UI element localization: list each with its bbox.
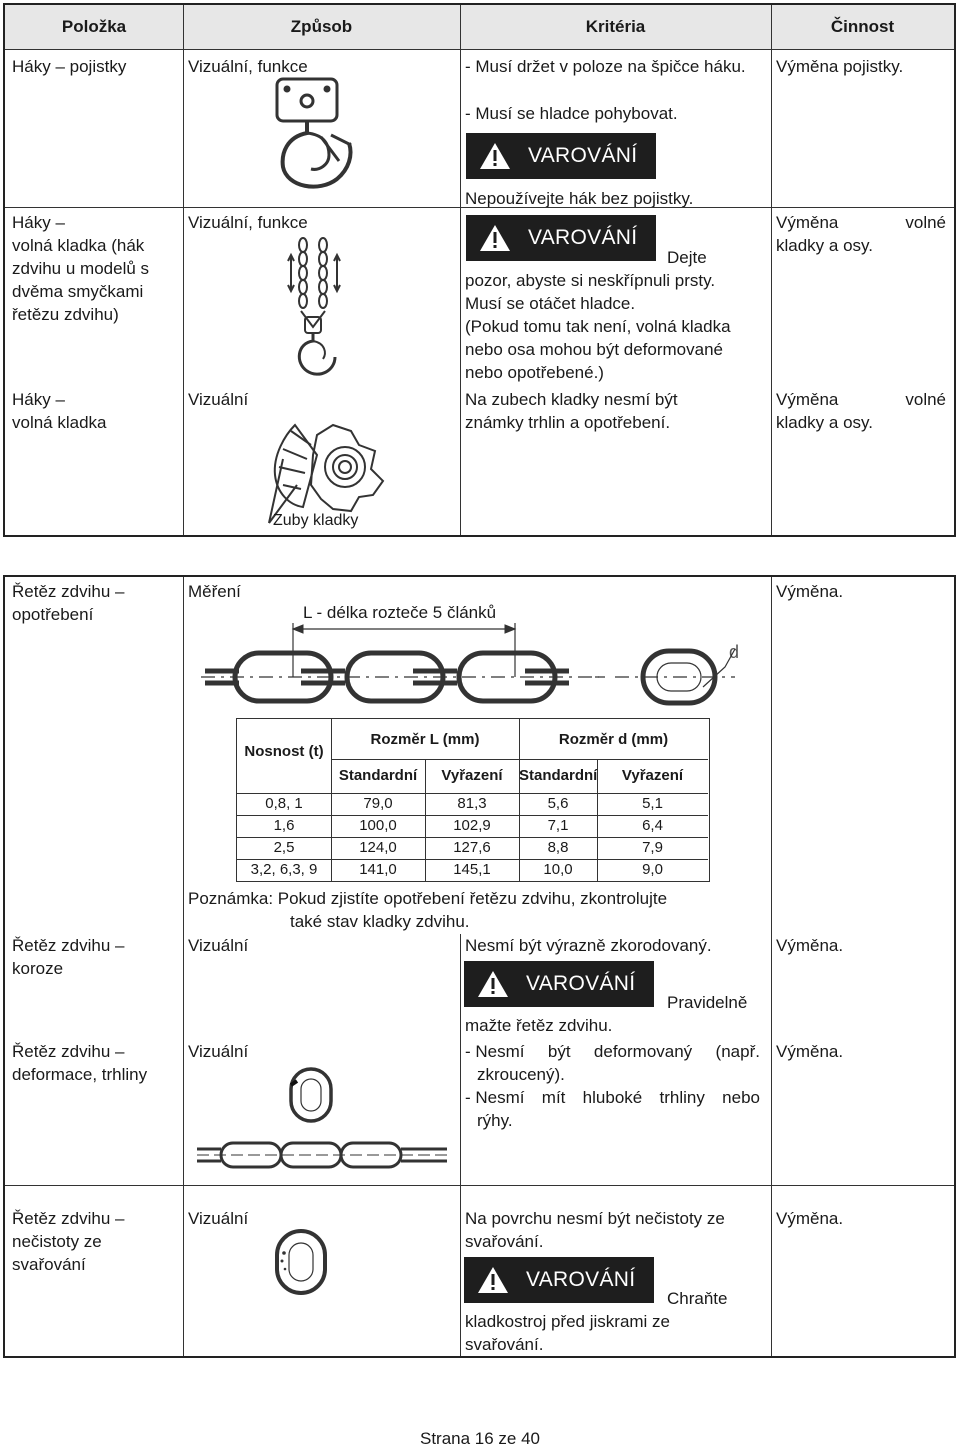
header-item: Položka (61, 17, 127, 36)
row2-warn-after: Dejte (667, 248, 707, 267)
dim-row1-cap: 0,8, 1 (265, 795, 303, 812)
row7-method: Vizuální (188, 1209, 249, 1228)
warning-label: VAROVÁNÍ (526, 972, 636, 995)
header-action: Činnost (830, 17, 895, 36)
warning-icon (478, 223, 512, 253)
chain-pitch-label: L - délka rozteče 5 článků (303, 603, 497, 622)
row1-action: Výměna pojistky. (776, 57, 904, 76)
dim-row2-dr: 6,4 (642, 817, 663, 834)
header-method: Způsob (290, 17, 353, 36)
warning-badge-1 (466, 133, 656, 179)
chain-pulley-illustration (283, 235, 351, 383)
dim-row3-Lr: 127,6 (453, 839, 491, 856)
warning-badge-4 (464, 1257, 654, 1303)
dim-header-capacity: Nosnost (t) (244, 743, 324, 760)
row6-item: Řetěz zdvihu – deformace, trhliny (12, 1042, 148, 1084)
warning-label: VAROVÁNÍ (526, 1268, 636, 1291)
row5-item: Řetěz zdvihu – koroze (12, 936, 125, 978)
row7-item: Řetěz zdvihu – nečistoty ze svařování (12, 1209, 125, 1274)
dim-row4-ds: 10,0 (543, 861, 573, 878)
row1-warning-text: Nepoužívejte hák bez pojistky. (465, 189, 694, 208)
row5-warn-text: mažte řetěz zdvihu. (465, 1016, 613, 1035)
dim-row2-Lr: 102,9 (453, 817, 491, 834)
dim-row1-dr: 5,1 (642, 795, 663, 812)
dim-row4-Ls: 141,0 (359, 861, 397, 878)
row2-item: Háky – volná kladka (hák zdvihu u modelů s dvěma smyčkami řetězu zdvihu) (12, 213, 150, 324)
chain-dimension-table (236, 718, 710, 882)
warning-badge-3 (464, 961, 654, 1007)
row4-note: Poznámka: Pokud zjistíte opotřebení řetězu zdvihu, zkontrolujte také stav kladky zdvihu. (188, 889, 668, 931)
row5-action: Výměna. (776, 936, 844, 955)
chain-d-label: d (729, 642, 740, 662)
row6-action: Výměna. (776, 1042, 844, 1061)
row3-item: Háky – volná kladka (12, 390, 107, 432)
row5-warn-after: Pravidelně (667, 993, 748, 1012)
dim-row3-cap: 2,5 (273, 839, 295, 856)
row2-criteria: pozor, abyste si neskřípnuli prsty. Musí se otáčet hladce. (Pokud tomu tak není, volná kladka nebo osa mohou být deformované nebo opotřebené.) (465, 271, 731, 382)
row1-criteria-1: - Musí držet v poloze na špičce háku. (465, 57, 746, 76)
warning-icon (478, 141, 512, 171)
dim-row3-ds: 8,8 (547, 839, 569, 856)
dim-header-L-rej: Vyřazení (441, 767, 503, 784)
row2-action: Výměna volné kladky a osy. (776, 213, 946, 255)
row4-method: Měření (188, 582, 241, 601)
row7-warn-text: kladkostroj před jiskrami ze svařování. (465, 1312, 671, 1354)
dim-row4-dr: 9,0 (642, 861, 663, 878)
row3-action: Výměna volné kladky a osy. (776, 390, 946, 432)
row3-criteria: Na zubech kladky nesmí být známky trhlin a opotřebení. (465, 390, 678, 432)
dim-header-d-rej: Vyřazení (621, 767, 684, 784)
row1-criteria-2: - Musí se hladce pohybovat. (465, 104, 678, 123)
row1-item: Háky – pojistky (12, 57, 127, 76)
row2-method: Vizuální, funkce (188, 213, 308, 232)
row6-criteria: - Nesmí být deformovaný (např. zkroucený). - Nesmí mít hluboké trhliny nebo rýhy. (465, 1042, 760, 1130)
row4-item: Řetěz zdvihu – opotřebení (12, 582, 125, 624)
inspection-table-top (3, 3, 956, 537)
hook-latch-illustration (267, 75, 363, 197)
dim-row1-Lr: 81,3 (457, 795, 487, 812)
dim-row2-cap: 1,6 (273, 817, 295, 834)
warning-label: VAROVÁNÍ (528, 144, 638, 167)
chain-wear-diagram (195, 617, 755, 717)
row7-warn-after: Chraňte (667, 1289, 728, 1308)
warning-badge-2 (466, 215, 656, 261)
row1-method: Vizuální, funkce (188, 57, 308, 76)
inspection-table-bottom (3, 575, 956, 1358)
dim-row4-cap: 3,2, 6,3, 9 (250, 861, 318, 878)
row3-method: Vizuální (188, 390, 249, 409)
dim-header-d: Rozměr d (mm) (558, 731, 669, 748)
page-footer: Strana 16 ze 40 (419, 1429, 541, 1448)
warning-icon (476, 1265, 510, 1295)
dim-header-d-std: Standardní (519, 767, 598, 784)
row7-action: Výměna. (776, 1209, 844, 1228)
dim-row3-dr: 7,9 (642, 839, 663, 856)
row7-criteria: Na povrchu nesmí být nečistoty ze svařování. (465, 1209, 725, 1251)
warning-label: VAROVÁNÍ (528, 226, 638, 249)
dim-row1-ds: 5,6 (547, 795, 569, 812)
row5-method: Vizuální (188, 936, 249, 955)
weld-spatter-link-illustration (273, 1227, 329, 1297)
deformed-chain-illustration (191, 1063, 453, 1175)
warning-icon (476, 969, 510, 999)
dim-header-L-std: Standardní (338, 767, 418, 784)
row6-method: Vizuální (188, 1042, 249, 1061)
row5-criteria: Nesmí být výrazně zkorodovaný. (465, 936, 712, 955)
row4-action: Výměna. (776, 582, 844, 601)
dim-row1-Ls: 79,0 (363, 795, 393, 812)
dim-row2-ds: 7,1 (547, 817, 569, 834)
dim-row4-Lr: 145,1 (453, 861, 491, 878)
pulley-teeth-caption: Zuby kladky (273, 512, 359, 529)
header-criteria: Kritéria (585, 17, 646, 36)
dim-row2-Ls: 100,0 (359, 817, 397, 834)
dim-header-L: Rozměr L (mm) (370, 731, 480, 748)
dim-row3-Ls: 124,0 (359, 839, 397, 856)
